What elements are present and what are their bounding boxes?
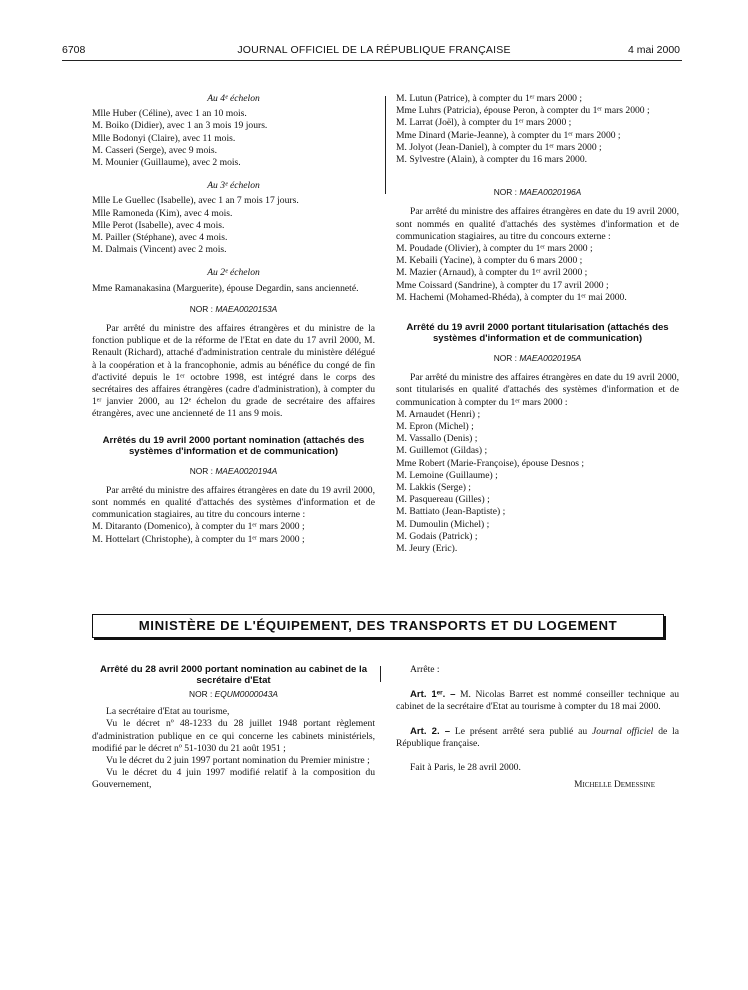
column-divider xyxy=(385,96,386,194)
nor-label: NOR : xyxy=(493,187,520,198)
list-item: Mlle Bodonyi (Claire), avec 11 mois. xyxy=(92,132,236,144)
paragraph-renault: Par arrêté du ministre des affaires étrangères et du ministre de la fonction publique et de la réforme de l'Etat en date du 17 avril 2000, M. Renault (Richard), attaché d'administration centrale du ministère délégué à la coopération et à la francophonie, admis au bénéfice du congé de fin d'activité depuis le 1ᵉʳ octobre 1998, est intégré dans le corps des secrétaires des affaires étrangères (cadre d'administration), à compter du 1ᵉʳ janvier 2000, au 12ᵉ échelon du grade de secrétaire des affaires étrangères, avec une ancienneté de 11 ans 9 mois. xyxy=(92,323,375,420)
list-item: M. Vassallo (Denis) ; xyxy=(396,433,478,445)
list-item: M. Ditaranto (Domenico), à compter du 1ᵉʳ mars 2000 ; xyxy=(92,521,305,533)
list-item: M. Mounier (Guillaume), avec 2 mois. xyxy=(92,157,241,169)
list-item: M. Dumoulin (Michel) ; xyxy=(396,518,490,530)
list-item: M. Kebaili (Yacine), à compter du 6 mars 2000 ; xyxy=(396,255,583,267)
echelon-3-heading: Au 3ᵉ échelon xyxy=(207,180,260,192)
echelon-2-heading: Au 2ᵉ échelon xyxy=(207,267,260,279)
list-item: M. Lakkis (Serge) ; xyxy=(396,482,471,494)
echelon-3-list xyxy=(92,195,375,256)
list-item: Mlle Huber (Céline), avec 1 an 10 mois. xyxy=(92,108,247,120)
list-item: M. Pasquereau (Gilles) ; xyxy=(396,494,490,506)
list-item: M. Casseri (Serge), avec 9 mois. xyxy=(92,144,218,156)
arrete-heading: Arrête : xyxy=(410,664,440,675)
list-item: M. Godais (Patrick) ; xyxy=(396,530,478,542)
list-item: M. Hachemi (Mohamed-Rhéda), à compter du 1ᵉʳ mai 2000. xyxy=(396,291,627,303)
list-item: M. Lutun (Patrice), à compter du 1ᵉʳ mars 2000 ; xyxy=(396,93,582,104)
titularises-list xyxy=(396,409,679,555)
echelon-4-heading: Au 4ᵉ échelon xyxy=(207,93,260,104)
article-1-label: Art. 1ᵉʳ. – xyxy=(410,689,456,701)
paragraph-titularisation: Par arrêté du ministre des affaires étrangères en date du 19 avril 2000, sont titularisés en qualité d'attachés des systèmes d'information et de communication à compter du 1ᵉʳ mars 2000 : xyxy=(396,372,679,408)
nor-code: MAEA0020194A xyxy=(215,465,278,476)
visa-paragraph: Vu le décret du 4 juin 1997 modifié relatif à la composition du Gouvernement, xyxy=(92,767,375,791)
externe-list xyxy=(396,243,679,304)
nor-label: NOR : xyxy=(189,465,216,476)
list-item: M. Jolyot (Jean-Daniel), à compter du 1ᵉʳ mars 2000 ; xyxy=(396,141,602,153)
visa-paragraph: Vu le décret du 2 juin 1997 portant nomination du Premier ministre ; xyxy=(106,755,370,767)
article-2-text-end: de la République française. xyxy=(396,725,680,749)
journal-officiel-italic: Journal officiel xyxy=(592,725,654,737)
nor-label: NOR : xyxy=(493,353,520,364)
list-item: M. Sylvestre (Alain), à compter du 16 mars 2000. xyxy=(396,154,588,166)
list-item: M. Hottelart (Christophe), à compter du 1ᵉʳ mars 2000 ; xyxy=(92,533,305,545)
list-item: Mme Ramanakasina (Marguerite), épouse Degardin, sans ancienneté. xyxy=(92,282,359,294)
list-item: M. Boiko (Didier), avec 1 an 3 mois 19 jours. xyxy=(92,120,268,132)
list-item: Mme Luhrs (Patricia), épouse Peron, à compter du 1ᵉʳ mars 2000 ; xyxy=(396,105,650,117)
list-item: Mlle Ramoneda (Kim), avec 4 mois. xyxy=(92,207,233,219)
journal-title: JOURNAL OFFICIEL DE LA RÉPUBLIQUE FRANÇAISE xyxy=(237,44,511,56)
list-item: Mme Coissard (Sandrine), à compter du 17 avril 2000 ; xyxy=(396,279,609,291)
list-item: M. Lemoine (Guillaume) ; xyxy=(396,469,498,481)
visa-paragraph: Vu le décret nº 48-1233 du 28 juillet 1948 portant règlement d'administration publique en ce qui concerne les cabinets ministériels, modifié par le décret nº 51-1030 du 21 août 1951 ; xyxy=(92,718,375,754)
article-2 xyxy=(396,726,679,750)
section-title-nomination: Arrêtés du 19 avril 2000 portant nomination (attachés des systèmes d'information et de communication) xyxy=(102,434,365,457)
issue-date: 4 mai 2000 xyxy=(628,44,680,56)
list-item: Mlle Perot (Isabelle), avec 4 mois. xyxy=(92,219,225,231)
section-title-titularisation: Arrêté du 19 avril 2000 portant titularisation (attachés des systèmes d'information et de communication) xyxy=(406,322,669,345)
list-item: M. Battiato (Jean-Baptiste) ; xyxy=(396,506,506,518)
section-title-cabinet: Arrêté du 28 avril 2000 portant nomination au cabinet de la secrétaire d'Etat xyxy=(99,664,368,686)
nor-label: NOR : xyxy=(189,303,216,314)
list-item: M. Pailler (Stéphane), avec 4 mois. xyxy=(92,232,228,244)
article-2-label: Art. 2. – xyxy=(410,725,451,737)
interne-list-continued xyxy=(396,93,679,166)
nor-code: EQUM0000043A xyxy=(214,689,278,699)
visa-paragraph: La secrétaire d'Etat au tourisme, xyxy=(106,706,230,718)
bottom-right-column xyxy=(396,664,679,791)
nor-reference xyxy=(396,186,679,198)
ministry-banner: MINISTÈRE DE L'ÉQUIPEMENT, DES TRANSPORTS ET DU LOGEMENT xyxy=(92,614,664,638)
paragraph-nomination-externe: Par arrêté du ministre des affaires étrangères en date du 19 avril 2000, sont nommés en qualité d'attachés des systèmes d'information et de communication stagiaires, au titre du concours externe : xyxy=(396,206,679,242)
list-item: Mme Dinard (Marie-Jeanne), à compter du 1ᵉʳ mars 2000 ; xyxy=(396,129,621,141)
column-divider xyxy=(380,666,381,682)
signature: Michelle Demessine xyxy=(574,780,655,791)
list-item: M. Arnaudet (Henri) ; xyxy=(396,408,481,420)
nor-reference xyxy=(92,465,375,477)
list-item: M. Jeury (Eric). xyxy=(396,543,458,555)
echelon-2-list xyxy=(92,283,375,295)
list-item: M. Guillemot (Gildas) ; xyxy=(396,445,488,457)
list-item: M. Mazier (Arnaud), à compter du 1ᵉʳ avril 2000 ; xyxy=(396,267,588,279)
nor-code: MAEA0020153A xyxy=(215,303,278,314)
list-item: Mlle Le Guellec (Isabelle), avec 1 an 7 mois 17 jours. xyxy=(92,195,299,207)
nor-code: MAEA0020196A xyxy=(519,187,582,198)
header-rule xyxy=(62,60,682,61)
list-item: M. Larrat (Joël), à compter du 1ᵉʳ mars 2000 ; xyxy=(396,117,572,129)
right-column xyxy=(396,93,679,555)
paragraph-nomination-interne: Par arrêté du ministre des affaires étrangères en date du 19 avril 2000, sont nommés en qualité d'attachés des systèmes d'information et de communication stagiaires, au titre du concours interne : xyxy=(92,484,375,521)
interne-list xyxy=(92,521,375,545)
fait-a-paris: Fait à Paris, le 28 avril 2000. xyxy=(410,762,521,774)
list-item: Mme Robert (Marie-Françoise), épouse Desnos ; xyxy=(396,457,585,469)
article-1 xyxy=(396,689,679,713)
nor-code: MAEA0020195A xyxy=(519,353,582,364)
list-item: M. Epron (Michel) ; xyxy=(396,421,474,433)
bottom-left-column xyxy=(92,664,375,792)
nor-reference xyxy=(92,303,375,315)
article-1-text: M. Nicolas Barret est nommé conseiller technique au cabinet de la secrétaire d'Etat au tourisme à compter du 18 mai 2000. xyxy=(396,689,680,713)
nor-reference xyxy=(92,688,375,700)
nor-reference xyxy=(396,352,679,364)
list-item: M. Poudade (Olivier), à compter du 1ᵉʳ mars 2000 ; xyxy=(396,243,593,255)
article-2-text: Le présent arrêté sera publié au xyxy=(450,725,593,737)
page-number: 6708 xyxy=(62,44,86,56)
left-column xyxy=(92,93,375,546)
list-item: M. Dalmais (Vincent) avec 2 mois. xyxy=(92,244,227,256)
nor-label: NOR : xyxy=(189,689,215,699)
echelon-4-list xyxy=(92,108,375,169)
